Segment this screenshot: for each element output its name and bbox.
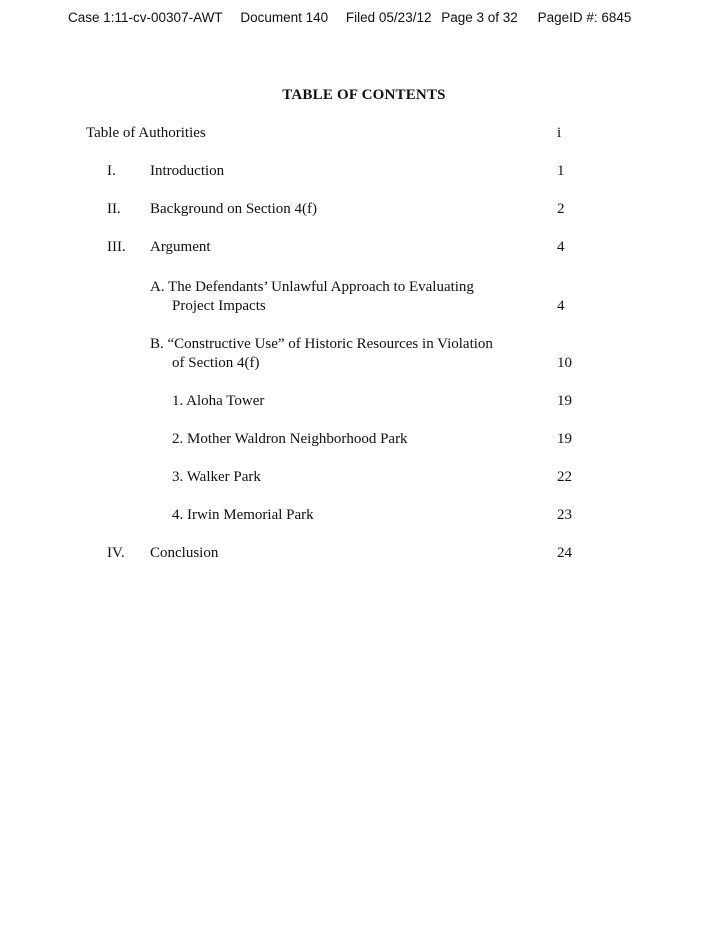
- page-number: Page 3 of 32: [441, 10, 518, 25]
- toc-entry-mother-waldron-label: 2. Mother Waldron Neighborhood Park: [172, 431, 408, 447]
- toc-entry-conclusion-number: IV.: [107, 545, 125, 561]
- toc-entry-b-label-line2: of Section 4(f): [172, 355, 260, 371]
- toc-entry-argument-label: Argument: [150, 239, 211, 255]
- toc-entry-b-page: 10: [557, 355, 572, 371]
- toc-entry-walker-park-label: 3. Walker Park: [172, 469, 261, 485]
- document-number: Document 140: [240, 10, 329, 25]
- toc-entry-argument-number: III.: [107, 239, 126, 255]
- toc-entry-introduction-label: Introduction: [150, 163, 225, 179]
- toc-entry-background-label: Background on Section 4(f): [150, 201, 318, 217]
- toc-entry-a-page: 4: [557, 298, 565, 314]
- toc-entry-a-label-line1: A. The Defendants’ Unlawful Approach to Evaluating: [150, 279, 474, 295]
- case-number: Case 1:11-cv-00307-AWT: [68, 10, 223, 25]
- toc-entry-aloha-tower-page: 19: [557, 393, 572, 409]
- filed-date: Filed 05/23/12: [345, 10, 432, 25]
- toc-entry-aloha-tower-label: 1. Aloha Tower: [172, 393, 265, 409]
- toc-entry-authorities-label: Table of Authorities: [86, 125, 206, 141]
- toc-entry-b-label-line1: B. “Constructive Use” of Historic Resources in Violation: [150, 336, 493, 352]
- page-id: PageID #: 6845: [537, 10, 632, 25]
- toc-entry-authorities-page: i: [557, 125, 562, 141]
- toc-entry-background-number: II.: [107, 201, 121, 217]
- toc-entry-background-page: 2: [557, 201, 565, 217]
- toc-entry-irwin-park-label: 4. Irwin Memorial Park: [172, 507, 314, 523]
- page-title: TABLE OF CONTENTS: [282, 87, 446, 103]
- toc-entry-walker-park-page: 22: [557, 469, 572, 485]
- toc-entry-conclusion-label: Conclusion: [150, 545, 219, 561]
- toc-entry-conclusion-page: 24: [557, 545, 572, 561]
- toc-entry-mother-waldron-page: 19: [557, 431, 572, 447]
- case-header: [68, 10, 631, 25]
- toc-entry-introduction-page: 1: [557, 163, 565, 179]
- toc-entry-argument-page: 4: [557, 239, 565, 255]
- toc-entry-introduction-number: I.: [107, 163, 116, 179]
- toc-entry-a-label-line2: Project Impacts: [172, 298, 266, 314]
- toc-entry-irwin-park-page: 23: [557, 507, 572, 523]
